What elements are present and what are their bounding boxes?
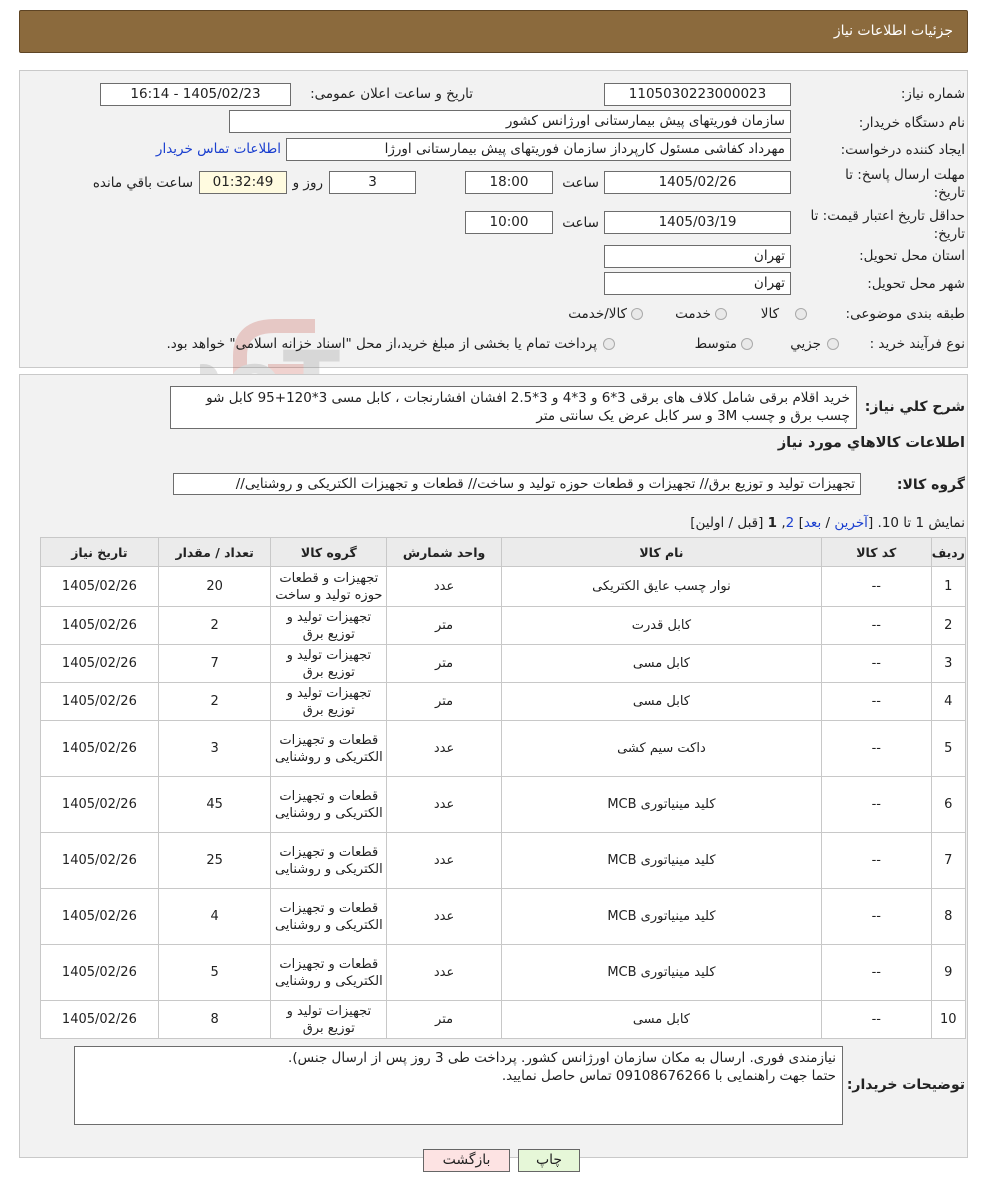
col-name-header: نام کالا xyxy=(501,538,821,567)
qty-cell: 45 xyxy=(158,777,271,833)
pager-summary: نمایش 1 تا 10. xyxy=(877,515,965,531)
qty-cell: 7 xyxy=(158,645,271,683)
pager-next-link[interactable]: بعد xyxy=(803,515,822,531)
category-service-label: خدمت xyxy=(675,306,711,322)
col-row-header: ردیف xyxy=(931,538,965,567)
unit-cell: متر xyxy=(387,683,502,721)
deadline-label: مهلت ارسال پاسخ: تا تاریخ: xyxy=(845,167,965,201)
need-info-panel xyxy=(19,70,968,368)
unit-cell: متر xyxy=(387,1001,502,1039)
table-row xyxy=(41,777,966,833)
creator-field: مهرداد کفاشی مسئول کارپرداز سازمان فوریتهای پیش بیمارستانی اورژا xyxy=(286,138,791,161)
date-cell: 1405/02/26 xyxy=(41,945,159,1001)
date-cell: 1405/02/26 xyxy=(41,645,159,683)
days-field: 3 xyxy=(329,171,416,194)
date-cell: 1405/02/26 xyxy=(41,567,159,607)
deadline-time-word: ساعت xyxy=(562,175,599,191)
city-field: تهران xyxy=(604,272,791,295)
name-cell: کلید مینیاتوری MCB xyxy=(501,945,821,1001)
items-table xyxy=(40,537,966,1039)
code-cell: -- xyxy=(821,1001,931,1039)
validity-label: حداقل تاريخ اعتبار قيمت: تا تاريخ: xyxy=(810,208,965,242)
summary-textarea[interactable]: خرید اقلام برقی شامل کلاف های برقی 3*6 و 3*4 و 3*2.5 افشان افشارنجات ، کابل مسی 3*120+95 کابل شو چسب برق و چسب 3M و سر کابل عرض یک سانتی متر xyxy=(170,386,857,429)
row-number-cell: 5 xyxy=(931,721,965,777)
name-cell: کلید مینیاتوری MCB xyxy=(501,777,821,833)
page-title-bar xyxy=(19,10,968,53)
pager-close: ] xyxy=(798,515,804,531)
row-number-cell: 1 xyxy=(931,567,965,607)
buyer-contact-link[interactable]: اطلاعات تماس خریدار xyxy=(155,141,281,157)
table-row xyxy=(41,945,966,1001)
table-row xyxy=(41,567,966,607)
code-cell: -- xyxy=(821,777,931,833)
unit-cell: عدد xyxy=(387,945,502,1001)
deadline-time-field: 18:00 xyxy=(465,171,553,194)
creator-label: ایجاد کننده درخواست: xyxy=(840,142,965,158)
unit-cell: عدد xyxy=(387,889,502,945)
unit-cell: متر xyxy=(387,645,502,683)
city-label: شهر محل تحويل: xyxy=(867,276,965,292)
pagination: نمایش 1 تا 10. [آخرین / بعد] 2, 1 [قبل / اولین] xyxy=(690,515,965,531)
province-label: استان محل تحويل: xyxy=(859,248,965,264)
pager-separator: / xyxy=(825,515,831,531)
goods-heading: اطلاعات کالاهاي مورد نياز xyxy=(777,435,965,451)
buyer-field: سازمان فوریتهای پیش بیمارستانی اورژانس کشور xyxy=(229,110,791,133)
table-row xyxy=(41,889,966,945)
qty-cell: 2 xyxy=(158,683,271,721)
code-cell: -- xyxy=(821,833,931,889)
row-number-cell: 2 xyxy=(931,607,965,645)
group-cell: تجهیزات تولید و توزیع برق xyxy=(271,1001,387,1039)
code-cell: -- xyxy=(821,567,931,607)
col-group-header: گروه کالا xyxy=(271,538,387,567)
col-qty-header: تعداد / مقدار xyxy=(158,538,271,567)
group-cell: تجهیزات و قطعات حوزه تولید و ساخت xyxy=(271,567,387,607)
unit-cell: عدد xyxy=(387,833,502,889)
page-title: جزئیات اطلاعات نیاز xyxy=(833,23,953,39)
name-cell: کابل قدرت xyxy=(501,607,821,645)
province-field: تهران xyxy=(604,245,791,268)
pager-current-page: 1 xyxy=(767,515,778,531)
table-row xyxy=(41,645,966,683)
print-button[interactable]: چاپ xyxy=(518,1149,580,1172)
process-label: نوع فرآيند خريد : xyxy=(869,336,965,352)
announce-label: تاریخ و ساعت اعلان عمومی: xyxy=(310,86,473,102)
back-button[interactable]: بازگشت xyxy=(423,1149,510,1172)
process-medium-label: متوسط xyxy=(694,336,737,352)
date-cell: 1405/02/26 xyxy=(41,833,159,889)
name-cell: کابل مسی xyxy=(501,683,821,721)
group-cell: قطعات و تجهیزات الکتریکی و روشنایی xyxy=(271,889,387,945)
table-row xyxy=(41,721,966,777)
buyer-notes-textarea[interactable]: نیازمندی فوری. ارسال به مکان سازمان اورژانس کشور. پرداخت طی 3 روز پس از ارسال جنس). حتما جهت راهنمایی با 09108676266 تماس حاصل نمایید. xyxy=(74,1046,843,1125)
pager-open: [ xyxy=(867,515,874,531)
row-number-cell: 3 xyxy=(931,645,965,683)
row-number-cell: 10 xyxy=(931,1001,965,1039)
validity-time-field: 10:00 xyxy=(465,211,553,234)
pager-prev-first: [قبل / اولین] xyxy=(690,515,764,531)
group-cell: تجهیزات تولید و توزیع برق xyxy=(271,645,387,683)
code-cell: -- xyxy=(821,645,931,683)
group-cell: تجهیزات تولید و توزیع برق xyxy=(271,607,387,645)
validity-time-word: ساعت xyxy=(562,215,599,231)
validity-date-field: 1405/03/19 xyxy=(604,211,791,234)
category-goods-service-radio[interactable] xyxy=(631,308,643,320)
qty-cell: 4 xyxy=(158,889,271,945)
code-cell: -- xyxy=(821,607,931,645)
need-details-panel xyxy=(19,374,968,1158)
unit-cell: عدد xyxy=(387,777,502,833)
code-cell: -- xyxy=(821,721,931,777)
date-cell: 1405/02/26 xyxy=(41,1001,159,1039)
qty-cell: 8 xyxy=(158,1001,271,1039)
qty-cell: 5 xyxy=(158,945,271,1001)
process-minor-label: جزيي xyxy=(790,336,821,352)
name-cell: کلید مینیاتوری MCB xyxy=(501,833,821,889)
table-row xyxy=(41,833,966,889)
row-number-cell: 7 xyxy=(931,833,965,889)
category-goods-service-label: کالا/خدمت xyxy=(568,306,627,322)
name-cell: داکت سیم کشی xyxy=(501,721,821,777)
category-service-radio[interactable] xyxy=(715,308,727,320)
code-cell: -- xyxy=(821,945,931,1001)
days-word: روز و xyxy=(292,175,323,191)
table-row xyxy=(41,683,966,721)
code-cell: -- xyxy=(821,683,931,721)
name-cell: نوار چسب عایق الکتریکی xyxy=(501,567,821,607)
group-cell: قطعات و تجهیزات الکتریکی و روشنایی xyxy=(271,833,387,889)
process-minor-radio[interactable] xyxy=(827,338,839,350)
group-cell: تجهیزات تولید و توزیع برق xyxy=(271,683,387,721)
category-goods-label: کالا xyxy=(760,306,779,322)
qty-cell: 3 xyxy=(158,721,271,777)
col-unit-header: واحد شمارش xyxy=(387,538,502,567)
buyer-notes-label: توضیحات خریدار: xyxy=(846,1077,965,1093)
table-row xyxy=(41,1001,966,1039)
group-cell: قطعات و تجهیزات الکتریکی و روشنایی xyxy=(271,945,387,1001)
group-cell: قطعات و تجهیزات الکتریکی و روشنایی xyxy=(271,777,387,833)
group-cell: قطعات و تجهیزات الکتریکی و روشنایی xyxy=(271,721,387,777)
category-label: طبقه بندی موضوعی: xyxy=(845,306,965,322)
qty-cell: 25 xyxy=(158,833,271,889)
date-cell: 1405/02/26 xyxy=(41,683,159,721)
date-cell: 1405/02/26 xyxy=(41,889,159,945)
group-label: گروه کالا: xyxy=(896,477,965,493)
remaining-time-field: 01:32:49 xyxy=(199,171,287,194)
need-number-label: شماره نیاز: xyxy=(900,86,965,102)
qty-cell: 20 xyxy=(158,567,271,607)
unit-cell: متر xyxy=(387,607,502,645)
unit-cell: عدد xyxy=(387,567,502,607)
name-cell: کابل مسی xyxy=(501,1001,821,1039)
group-field: تجهیزات تولید و توزیع برق// تجهیزات و قطعات حوزه تولید و ساخت// قطعات و تجهیزات الکتریکی و روشنایی// xyxy=(173,473,861,495)
name-cell: کلید مینیاتوری MCB xyxy=(501,889,821,945)
name-cell: کابل مسی xyxy=(501,645,821,683)
buyer-label: نام دستگاه خریدار: xyxy=(858,115,965,131)
date-cell: 1405/02/26 xyxy=(41,607,159,645)
col-date-header: تاریخ نیاز xyxy=(41,538,159,567)
table-header-row xyxy=(41,538,966,567)
announce-field: 1405/02/23 - 16:14 xyxy=(100,83,291,106)
pager-last-link[interactable]: آخرین xyxy=(834,515,868,531)
remaining-word: ساعت باقي مانده xyxy=(92,175,193,191)
category-goods-radio[interactable] xyxy=(795,308,807,320)
row-number-cell: 8 xyxy=(931,889,965,945)
need-number-field: 1105030223000023 xyxy=(604,83,791,106)
col-code-header: کد کالا xyxy=(821,538,931,567)
table-row xyxy=(41,607,966,645)
code-cell: -- xyxy=(821,889,931,945)
deadline-date-field: 1405/02/26 xyxy=(604,171,791,194)
row-number-cell: 6 xyxy=(931,777,965,833)
row-number-cell: 4 xyxy=(931,683,965,721)
unit-cell: عدد xyxy=(387,721,502,777)
qty-cell: 2 xyxy=(158,607,271,645)
date-cell: 1405/02/26 xyxy=(41,777,159,833)
pager-page-2-link[interactable]: 2 xyxy=(785,515,795,531)
summary-label: شرح کلي نياز: xyxy=(864,399,965,415)
row-number-cell: 9 xyxy=(931,945,965,1001)
process-note: پرداخت تمام یا بخشی از مبلغ خرید،از محل "اسناد خزانه اسلامی" خواهد بود. xyxy=(166,336,597,352)
process-medium-radio[interactable] xyxy=(741,338,753,350)
treasury-payment-radio[interactable] xyxy=(603,338,615,350)
date-cell: 1405/02/26 xyxy=(41,721,159,777)
